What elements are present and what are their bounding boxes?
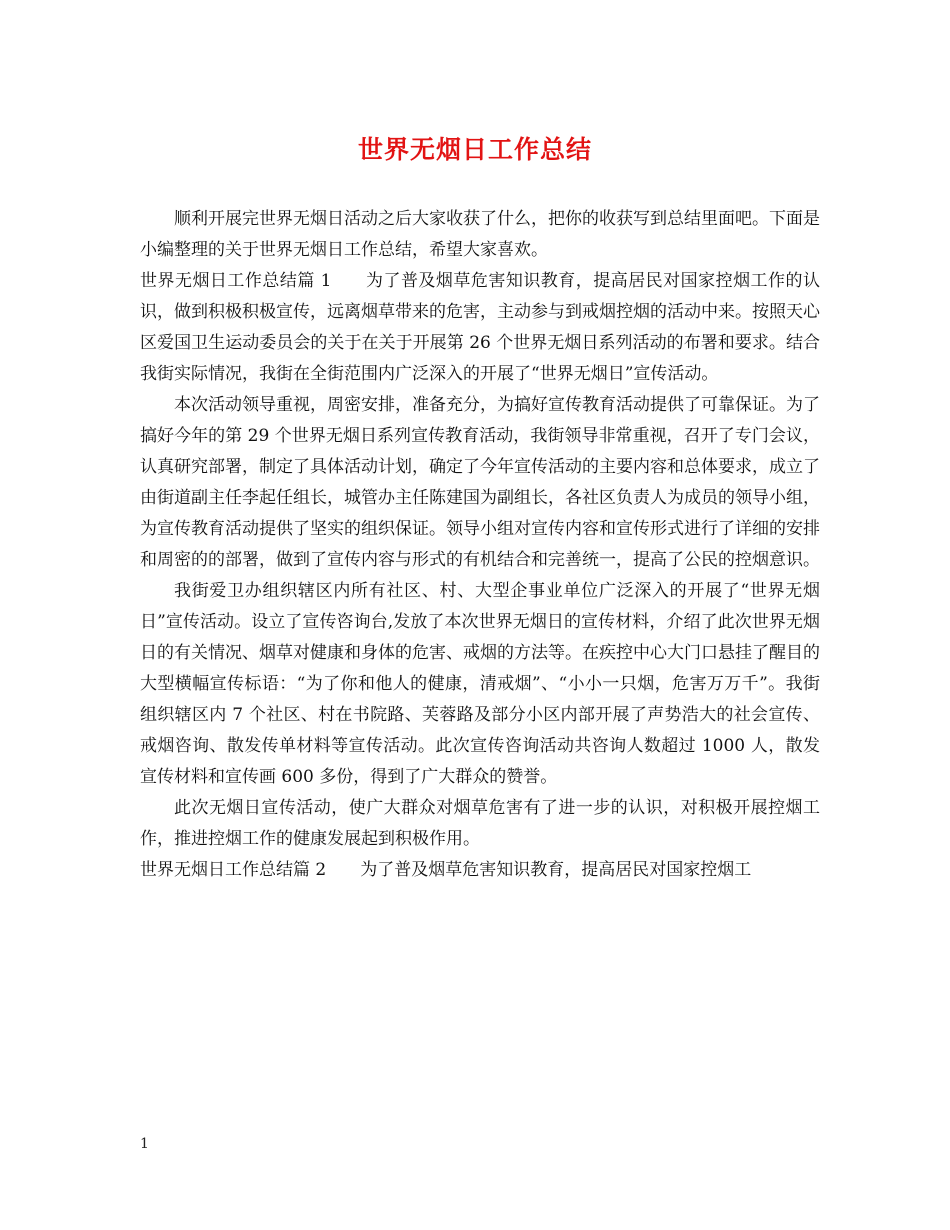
page-number: 1 — [140, 1136, 149, 1152]
section1-heading: 世界无烟日工作总结篇 1 — [140, 271, 332, 291]
section1-paragraph-3: 我街爱卫办组织辖区内所有社区、村、大型企事业单位广泛深入的开展了“世界无烟日”宣传活动。设立了宣传咨询台,发放了本次世界无烟日的宣传材料，介绍了此次世界无烟日的有关情况、烟草对健康和身体的危害、戒烟的方法等。在疾控中心大门口悬挂了醒目的大型横幅宣传标语：“为了你和他人的健康，清戒烟”、“小小一只烟，危害万万千”。我街组织辖区内 7 个社区、村在书院路、芙蓉路及部分小区内部开展了声势浩大的社会宣传、戒烟咨询、散发传单材料等宣传活动。此次宣传咨询活动共咨询人数超过 1000 人，散发宣传材料和宣传画 600 多份，得到了广大群众的赞誉。 — [140, 581, 820, 787]
document-title: 世界无烟日工作总结 — [357, 135, 592, 164]
section2-heading: 世界无烟日工作总结篇 2 — [140, 860, 327, 880]
section2-p1-text: 为了普及烟草危害知识教育，提高居民对国家控烟工 — [360, 860, 752, 880]
section1-p1-text: 为了普及烟草危害知识教育，提高居民对国家控烟工作的认识，做到积极积极宣传，远离烟草带来的危害，主动参与到戒烟控烟的活动中来。按照天心区爱国卫生运动委员会的关于在关于开展第 26 个世界无烟日系列活动的布署和要求。结合我街实际情况，我街在全街范围内广泛深入的开展了“世界无烟日”宣传活动。 — [140, 271, 820, 384]
section2-first-paragraph — [140, 855, 820, 886]
document-body — [140, 204, 820, 886]
section1-first-paragraph — [140, 266, 820, 390]
section1-paragraph-2: 本次活动领导重视，周密安排，准备充分，为搞好宣传教育活动提供了可靠保证。为了搞好今年的第 29 个世界无烟日系列宣传教育活动，我街领导非常重视，召开了专门会议，认真研究部署，制定了具体活动计划，确定了今年宣传活动的主要内容和总体要求，成立了由街道副主任李起任组长，城管办主任陈建国为副组长，各社区负责人为成员的领导小组，为宣传教育活动提供了坚实的组织保证。领导小组对宣传内容和宣传形式进行了详细的安排和周密的的部署，做到了宣传内容与形式的有机结合和完善统一，提高了公民的控烟意识。 — [140, 395, 820, 570]
intro-paragraph: 顺利开展完世界无烟日活动之后大家收获了什么，把你的收获写到总结里面吧。下面是小编整理的关于世界无烟日工作总结，希望大家喜欢。 — [140, 209, 820, 260]
section1-paragraph-4: 此次无烟日宣传活动，使广大群众对烟草危害有了进一步的认识，对积极开展控烟工作，推进控烟工作的健康发展起到积极作用。 — [140, 798, 820, 849]
